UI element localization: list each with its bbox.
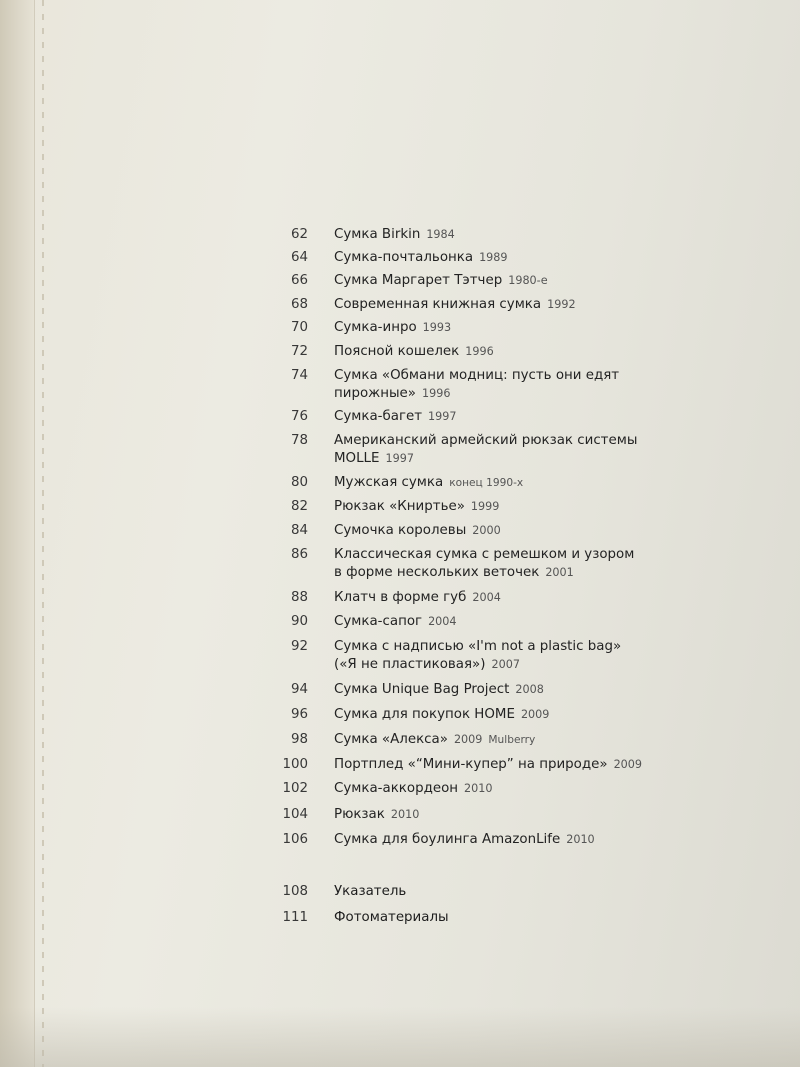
toc-year: 1989 [479, 251, 508, 264]
toc-title: Американский армейский рюкзак системы [334, 433, 638, 448]
toc-page-number: 80 [290, 475, 308, 490]
toc-title: Сумка-инро [334, 320, 417, 335]
toc-title: Рюкзак «Книртье» [334, 499, 465, 514]
toc-title-continued: в форме нескольких веточек [334, 565, 540, 580]
toc-page-number: 62 [290, 227, 308, 242]
toc-title: Сумка-аккордеон [334, 781, 459, 796]
toc-year: 2010 [464, 782, 493, 795]
toc-page-number: 100 [282, 757, 308, 772]
toc-year: 2009 [613, 758, 643, 771]
toc-page-number: 90 [290, 614, 308, 629]
toc-page-number: 82 [290, 499, 308, 514]
toc-title-continued: пирожные» [334, 386, 416, 401]
toc-year: 1996 [465, 345, 494, 358]
toc-page-number: 70 [290, 320, 308, 335]
toc-year: 1993 [422, 321, 452, 334]
toc-page-number: 92 [290, 639, 308, 654]
toc-page-number: 88 [290, 590, 308, 605]
toc-year: 1997 [385, 452, 414, 465]
toc-page-number: 72 [290, 344, 308, 359]
toc-year: 2001 [545, 566, 574, 579]
toc-title: Сумка «Обмани модниц: пусть они едят [334, 368, 620, 383]
toc-title: Сумка-сапог [334, 614, 423, 629]
toc-page-number: 111 [282, 910, 308, 925]
toc-title: Клатч в форме губ [334, 590, 467, 605]
toc-year: 1996 [421, 387, 451, 400]
toc-year: 2008 [515, 683, 544, 696]
toc-title: Рюкзак [334, 807, 385, 822]
toc-year: 2004 [472, 591, 501, 604]
toc-title: Портплед «“Мини-купер” на природе» [334, 757, 608, 772]
toc-page-number: 78 [290, 433, 308, 448]
toc-title: Поясной кошелек [334, 344, 460, 359]
toc-title: Сумка «Алекса» [334, 732, 448, 747]
toc-page-number: 68 [290, 297, 308, 312]
toc-title-continued: («Я не пластиковая») [334, 657, 486, 672]
toc-page-number: 64 [290, 250, 308, 265]
toc-year: 2010 [566, 833, 595, 846]
toc-title: Мужская сумка [334, 475, 444, 490]
toc-title-continued: MOLLE [334, 451, 380, 466]
toc-page-number: 102 [282, 781, 308, 796]
toc-year: 1992 [547, 298, 576, 311]
toc-title: Сумка-багет [334, 409, 423, 424]
toc-page-number: 108 [282, 884, 308, 899]
toc-year: 2000 [472, 524, 501, 537]
toc-year: 2009 [453, 733, 483, 746]
toc-year: 2009 [520, 708, 550, 721]
toc-page-number: 76 [290, 409, 308, 424]
toc-title: Сумка-почтальонка [334, 250, 474, 265]
toc-title: Сумка Birkin [334, 227, 421, 242]
toc-title: Сумка для покупок HOME [334, 707, 515, 722]
toc-page-number: 94 [290, 682, 308, 697]
toc-page-number: 66 [290, 273, 308, 288]
toc-year: 1984 [426, 228, 455, 241]
toc-page-number: 86 [290, 547, 308, 562]
toc-year: 2004 [428, 615, 457, 628]
toc-title: Фотоматериалы [334, 910, 449, 925]
toc-brand: Mulberry [488, 734, 536, 746]
toc-title: Современная книжная сумка [334, 297, 542, 312]
toc-year: 2010 [390, 808, 420, 821]
toc-page-number: 84 [290, 523, 308, 538]
toc-year: 2007 [491, 658, 520, 671]
toc-page-number: 96 [290, 707, 308, 722]
toc-year: 1999 [470, 500, 500, 513]
toc-title: Сумка с надписью «I'm not a plastic bag» [334, 639, 622, 654]
toc-title: Сумка Маргарет Тэтчер [334, 273, 503, 288]
toc-page-number: 98 [290, 732, 308, 747]
toc-title: Сумка Unique Bag Project [334, 682, 510, 697]
toc-page-number: 104 [282, 807, 308, 822]
toc-title: Сумка для боулинга AmazonLife [334, 832, 561, 847]
toc-year: конец 1990-х [449, 477, 524, 489]
toc-title: Сумочка королевы [334, 523, 467, 538]
toc-page-number: 106 [282, 832, 308, 847]
toc-title: Классическая сумка с ремешком и узором [334, 547, 635, 562]
toc-page-number: 74 [290, 368, 308, 383]
toc-year: 1980-е [508, 274, 548, 287]
toc-title: Указатель [334, 884, 407, 899]
toc-year: 1997 [428, 410, 457, 423]
